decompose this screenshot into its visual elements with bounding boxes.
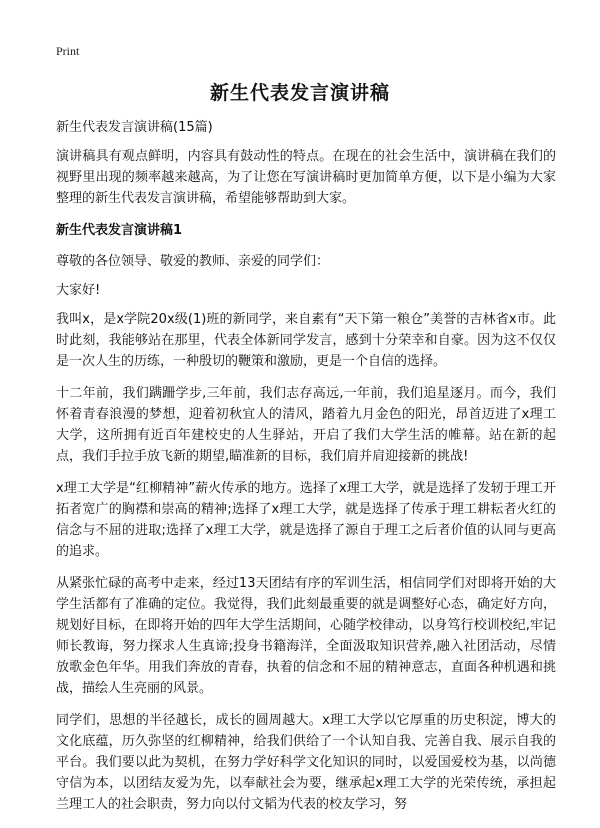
document-body xyxy=(56,117,556,826)
section-heading: 新生代表发言演讲稿1 xyxy=(56,223,183,238)
body-paragraph: 我叫x，是x学院20x级(1)班的新同学，来自素有“天下第一粮仓”美誉的吉林省x市。此时此刻，我能够站在那里，代表全体新同学发言，感到十分荣幸和自豪。因为这不仅仅是一次人生的历练，一种殷切的鞭策和激励，更是一个自信的选择。 xyxy=(56,312,556,369)
salutation-line: 大家好! xyxy=(56,283,101,298)
body-paragraph: 十二年前，我们蹒跚学步,三年前，我们志存高远,一年前，我们追星逐月。而今，我们怀着青春浪漫的梦想，迎着初秋宜人的清风，踏着九月金色的阳光，昂首迈进了x理工大学，这所拥有近百年建校史的人生驿站，开启了我们大学生活的帷幕。站在新的起点，我们手拉手放飞新的期望,瞄准新的目标，我们肩并肩迎接新的挑战! xyxy=(56,386,556,464)
greeting-line: 尊敬的各位领导、敬爱的教师、亲爱的同学们： xyxy=(56,254,330,269)
print-label[interactable]: Print xyxy=(56,44,80,58)
intro-paragraph: 演讲稿具有观点鲜明，内容具有鼓动性的特点。在现在的社会生活中，演讲稿在我们的视野里出现的频率越来越高，为了让您在写演讲稿时更加简单方便，以下是小编为大家整理的新生代表发言演讲稿，希望能够帮助到大家。 xyxy=(56,149,556,206)
body-paragraph: 从紧张忙碌的高考中走来，经过13天团结有序的军训生活，相信同学们对即将开始的大学生活都有了准确的定位。我觉得，我们此刻最重要的就是调整好心态，确定好方向，规划好目标，在即将开始的四年大学生活期间，心随学校律动，以身笃行校训校纪,牢记师长教诲，努力探求人生真谛;投身书籍海洋，全面汲取知识营养,融入社团活动，尽情放歌金色年华。用我们奔放的青春，执着的信念和不屈的精神意志，直面各种机遇和挑战，描绘人生亮丽的风景。 xyxy=(56,576,556,696)
document-title: 新生代表发言演讲稿 xyxy=(209,82,390,104)
document-subtitle: 新生代表发言演讲稿(15篇) xyxy=(56,120,213,135)
body-paragraph: x理工大学是“红柳精神”薪火传承的地方。选择了x理工大学，就是选择了发轫于理工开拓者宽广的胸襟和崇高的精神;选择了x理工大学，就是选择了传承于理工耕耘者火红的信念与不屈的进取;选择了x理工大学，就是选择了源自于理工之后者价值的认同与更高的追求。 xyxy=(56,481,556,559)
body-paragraph: 同学们，思想的半径越长，成长的圆周越大。x理工大学以它厚重的历史积淀，博大的文化底蕴，历久弥坚的红柳精神，给我们供给了一个认知自我、完善自我、展示自我的平台。我们要以此为契机，在努力学好科学文化知识的同时，以爱国爱校为基，以尚德守信为本，以团结友爱为先，以奉献社会为要，继承起x理工大学的光荣传统，承担起兰理工人的社会职责，努力向以付文韬为代表的校友学习，努 xyxy=(56,713,556,812)
